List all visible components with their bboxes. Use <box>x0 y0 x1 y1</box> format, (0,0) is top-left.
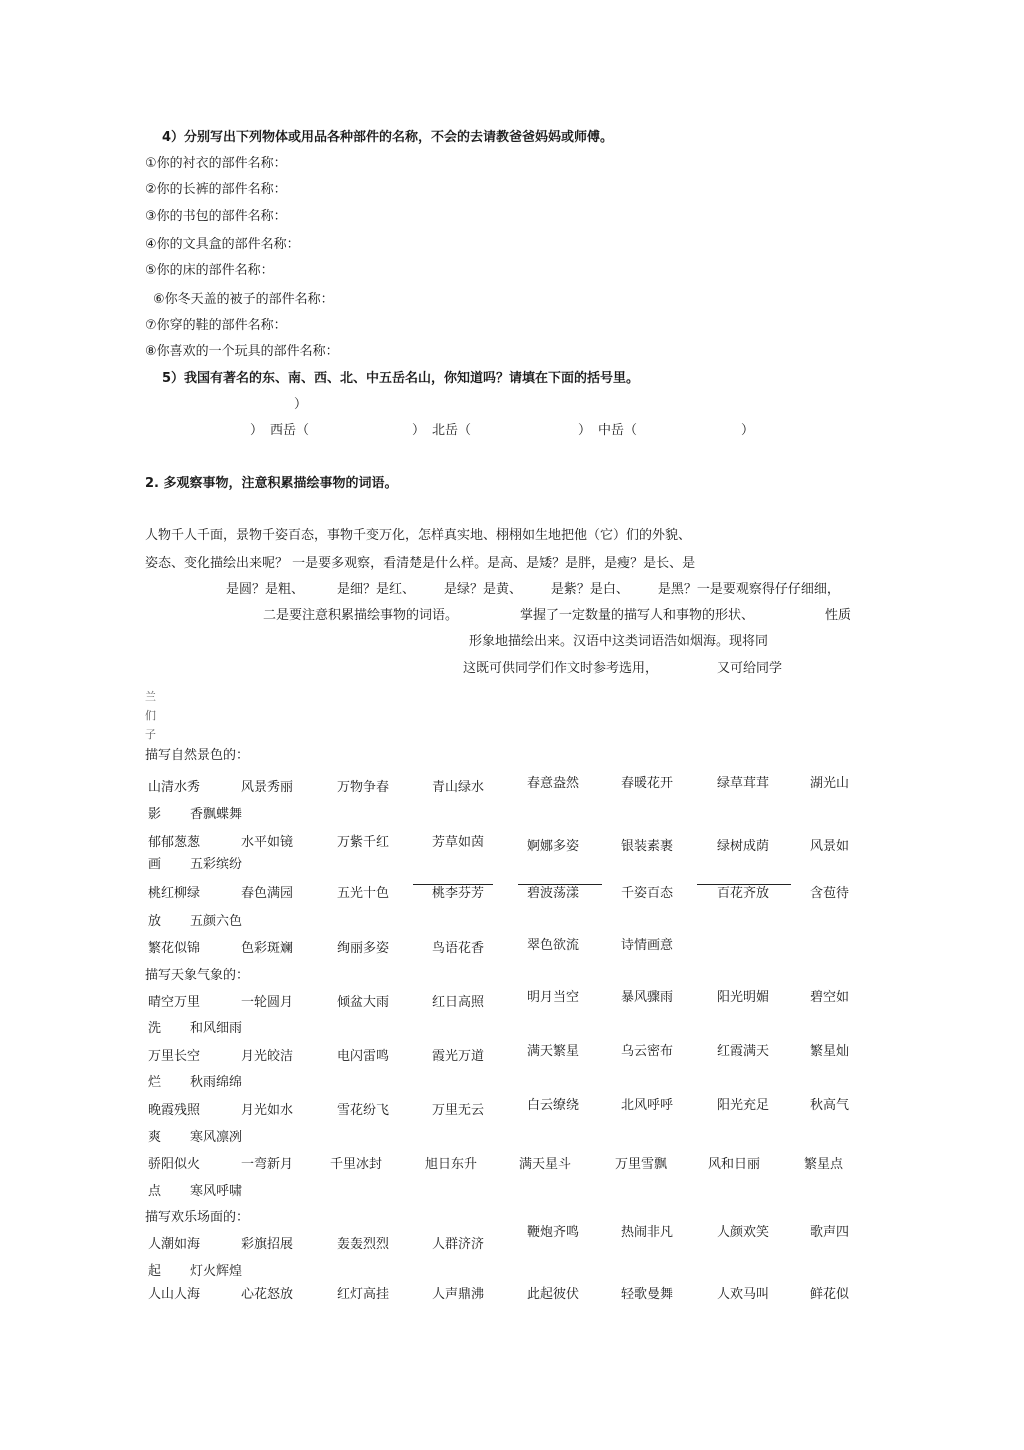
vocab-word: 暴风骤雨 <box>621 990 674 1005</box>
question-item: ③你的书包的部件名称： <box>145 209 287 224</box>
vocab-word: 桃红柳绿 <box>148 886 201 901</box>
vocab-word: 鸟语花香 <box>432 941 485 956</box>
middle-mountain-label: 中岳（ <box>598 423 638 438</box>
vocab-word: 乌云密布 <box>621 1044 674 1059</box>
vocab-word: 白云缭绕 <box>527 1098 580 1113</box>
vocab-word: 秋高气 <box>810 1098 850 1113</box>
vocab-word: 风和日丽 <box>708 1157 761 1172</box>
vocab-word: 阳光充足 <box>717 1098 770 1113</box>
vocab-word: 此起彼伏 <box>527 1287 580 1302</box>
question-item: ⑧你喜欢的一个玩具的部件名称： <box>145 344 339 359</box>
question-item: ⑦你穿的鞋的部件名称： <box>145 318 287 333</box>
vocab-word: 绿草茸茸 <box>717 776 770 791</box>
vocab-word: 满天星斗 <box>519 1157 572 1172</box>
vocab-word: 春意盎然 <box>527 776 580 791</box>
vocab-word: 五彩缤纷 <box>190 857 243 872</box>
vocab-word: 红霞满天 <box>717 1044 770 1059</box>
paragraph-line: 又可给同学 <box>717 661 783 676</box>
underline-rule <box>413 884 493 885</box>
vocab-word: 万物争春 <box>337 780 390 795</box>
vocab-word: 万里长空 <box>148 1049 201 1064</box>
vocab-word: 轻歌曼舞 <box>621 1287 674 1302</box>
section2-title: 2. 多观察事物，注意积累描绘事物的词语。 <box>145 476 398 491</box>
vocab-word: 人欢马叫 <box>717 1287 770 1302</box>
vocab-word: 轰轰烈烈 <box>337 1237 390 1252</box>
vocab-word: 青山绿水 <box>432 780 485 795</box>
vocab-word: 灯火辉煌 <box>190 1264 243 1279</box>
vocab-word: 画 <box>148 857 162 872</box>
vocab-word: 五颜六色 <box>190 914 243 929</box>
vocab-word: 碧空如 <box>810 990 850 1005</box>
vocab-word: 五光十色 <box>337 886 390 901</box>
category-heading: 描写天象气象的： <box>145 968 250 983</box>
vocab-word: 百花齐放 <box>717 886 770 901</box>
vocab-word: 鞭炮齐鸣 <box>527 1225 580 1240</box>
vocab-word: 繁花似锦 <box>148 941 201 956</box>
vocab-word: 点 <box>148 1184 162 1199</box>
vocab-word: 郁郁葱葱 <box>148 835 201 850</box>
question-item: ⑥你冬天盖的被子的部件名称： <box>153 292 334 307</box>
vocab-word: 一轮圆月 <box>241 995 294 1010</box>
paragraph-line: 形象地描绘出来。汉语中这类词语浩如烟海。现将同 <box>469 634 769 649</box>
section4-title: 4）分别写出下列物体或用品各种部件的名称，不会的去请教爸爸妈妈或师傅。 <box>162 130 614 145</box>
vocab-word: 影 <box>148 807 162 822</box>
vocab-word: 香飘蝶舞 <box>190 807 243 822</box>
margin-fragment: 们 <box>145 709 156 722</box>
vocab-word: 热闹非凡 <box>621 1225 674 1240</box>
vocab-word: 风景如 <box>810 839 850 854</box>
vocab-word: 银装素裹 <box>621 839 674 854</box>
underline-rule <box>697 884 791 885</box>
vocab-word: 红日高照 <box>432 995 485 1010</box>
vocab-word: 风景秀丽 <box>241 780 294 795</box>
vocab-word: 万里雪飘 <box>615 1157 668 1172</box>
vocab-word: 鲜花似 <box>810 1287 850 1302</box>
vocab-word: 骄阳似火 <box>148 1157 201 1172</box>
vocab-word: 水平如镜 <box>241 835 294 850</box>
vocab-word: 繁星灿 <box>810 1044 850 1059</box>
vocab-word: 北风呼呼 <box>621 1098 674 1113</box>
vocab-word: 红灯高挂 <box>337 1287 390 1302</box>
vocab-word: 诗情画意 <box>621 938 674 953</box>
vocab-word: 人声鼎沸 <box>432 1287 485 1302</box>
vocab-word: 千里冰封 <box>330 1157 383 1172</box>
vocab-word: 满天繁星 <box>527 1044 580 1059</box>
vocab-word: 人山人海 <box>148 1287 201 1302</box>
vocab-word: 和风细雨 <box>190 1021 243 1036</box>
vocab-word: 明月当空 <box>527 990 580 1005</box>
vocab-word: 旭日东升 <box>425 1157 478 1172</box>
north-mountain-label: 北岳（ <box>432 423 472 438</box>
vocab-word: 秋雨绵绵 <box>190 1075 243 1090</box>
vocab-word: 山清水秀 <box>148 780 201 795</box>
question-item: ④你的文具盒的部件名称： <box>145 237 300 252</box>
category-heading: 描写自然景色的： <box>145 748 250 763</box>
west-mountain-label: 西岳（ <box>270 423 310 438</box>
paragraph-line: 是圆？是粗、 是细？是红、 是绿？是黄、 是紫？是白、 是黑？一是要观察得仔仔细细， <box>226 582 840 597</box>
paren-close: ） <box>578 423 592 438</box>
vocab-word: 烂 <box>148 1075 162 1090</box>
vocab-word: 绚丽多姿 <box>337 941 390 956</box>
underline-rule <box>518 884 602 885</box>
vocab-word: 月光如水 <box>241 1103 294 1118</box>
vocab-word: 婀娜多姿 <box>527 839 580 854</box>
vocab-word: 阳光明媚 <box>717 990 770 1005</box>
category-heading: 描写欢乐场面的： <box>145 1210 250 1225</box>
paragraph-line: 这既可供同学们作文时参考选用， <box>463 661 659 676</box>
vocab-word: 翠色欲流 <box>527 938 580 953</box>
paren-close: ） <box>741 423 755 438</box>
vocab-word: 碧波荡漾 <box>527 886 580 901</box>
vocab-word: 繁星点 <box>804 1157 844 1172</box>
vocab-word: 电闪雷鸣 <box>337 1049 390 1064</box>
vocab-word: 歌声四 <box>810 1225 850 1240</box>
question-item: ①你的衬衣的部件名称： <box>145 156 287 171</box>
vocab-word: 起 <box>148 1264 162 1279</box>
vocab-word: 人潮如海 <box>148 1237 201 1252</box>
vocab-word: 彩旗招展 <box>241 1237 294 1252</box>
paren-close: ） <box>412 423 426 438</box>
vocab-word: 千姿百态 <box>621 886 674 901</box>
paragraph-line: 掌握了一定数量的描写人和事物的形状、 <box>520 608 755 623</box>
vocab-word: 春色满园 <box>241 886 294 901</box>
vocab-word: 霞光万道 <box>432 1049 485 1064</box>
vocab-word: 一弯新月 <box>241 1157 294 1172</box>
vocab-word: 心花怒放 <box>241 1287 294 1302</box>
vocab-word: 芳草如茵 <box>432 835 485 850</box>
vocab-word: 春暖花开 <box>621 776 674 791</box>
paragraph-line: 人物千人千面，景物千姿百态，事物千变万化，怎样真实地、栩栩如生地把他（它）们的外貌、 <box>145 528 692 543</box>
paragraph-line: 性质 <box>825 608 852 623</box>
section5-title: 5）我国有著名的东、南、西、北、中五岳名山，你知道吗？请填在下面的括号里。 <box>162 371 640 386</box>
vocab-word: 雪花纷飞 <box>337 1103 390 1118</box>
paren-close: ） <box>294 397 308 412</box>
vocab-word: 湖光山 <box>810 776 850 791</box>
question-item: ⑤你的床的部件名称： <box>145 263 274 278</box>
vocab-word: 寒风呼啸 <box>190 1184 243 1199</box>
vocab-word: 万紫千红 <box>337 835 390 850</box>
vocab-word: 洗 <box>148 1021 162 1036</box>
vocab-word: 万里无云 <box>432 1103 485 1118</box>
vocab-word: 晚霞残照 <box>148 1103 201 1118</box>
vocab-word: 倾盆大雨 <box>337 995 390 1010</box>
vocab-word: 寒风凛冽 <box>190 1130 243 1145</box>
vocab-word: 色彩斑斓 <box>241 941 294 956</box>
vocab-word: 放 <box>148 914 162 929</box>
vocab-word: 含苞待 <box>810 886 850 901</box>
vocab-word: 月光皎洁 <box>241 1049 294 1064</box>
vocab-word: 晴空万里 <box>148 995 201 1010</box>
vocab-word: 人群济济 <box>432 1237 485 1252</box>
vocab-word: 绿树成荫 <box>717 839 770 854</box>
paragraph-line: 姿态、变化描绘出来呢？ 一是要多观察，看清楚是什么样。是高、是矮？是胖，是瘦？是长、是 <box>145 556 696 571</box>
paren-close: ） <box>250 423 264 438</box>
margin-fragment: 兰 <box>145 690 156 703</box>
paragraph-line: 二是要注意积累描绘事物的词语。 <box>263 608 459 623</box>
vocab-word: 爽 <box>148 1130 162 1145</box>
vocab-word: 桃李芬芳 <box>432 886 485 901</box>
vocab-word: 人颜欢笑 <box>717 1225 770 1240</box>
question-item: ②你的长裤的部件名称： <box>145 182 287 197</box>
margin-fragment: 子 <box>145 728 156 741</box>
